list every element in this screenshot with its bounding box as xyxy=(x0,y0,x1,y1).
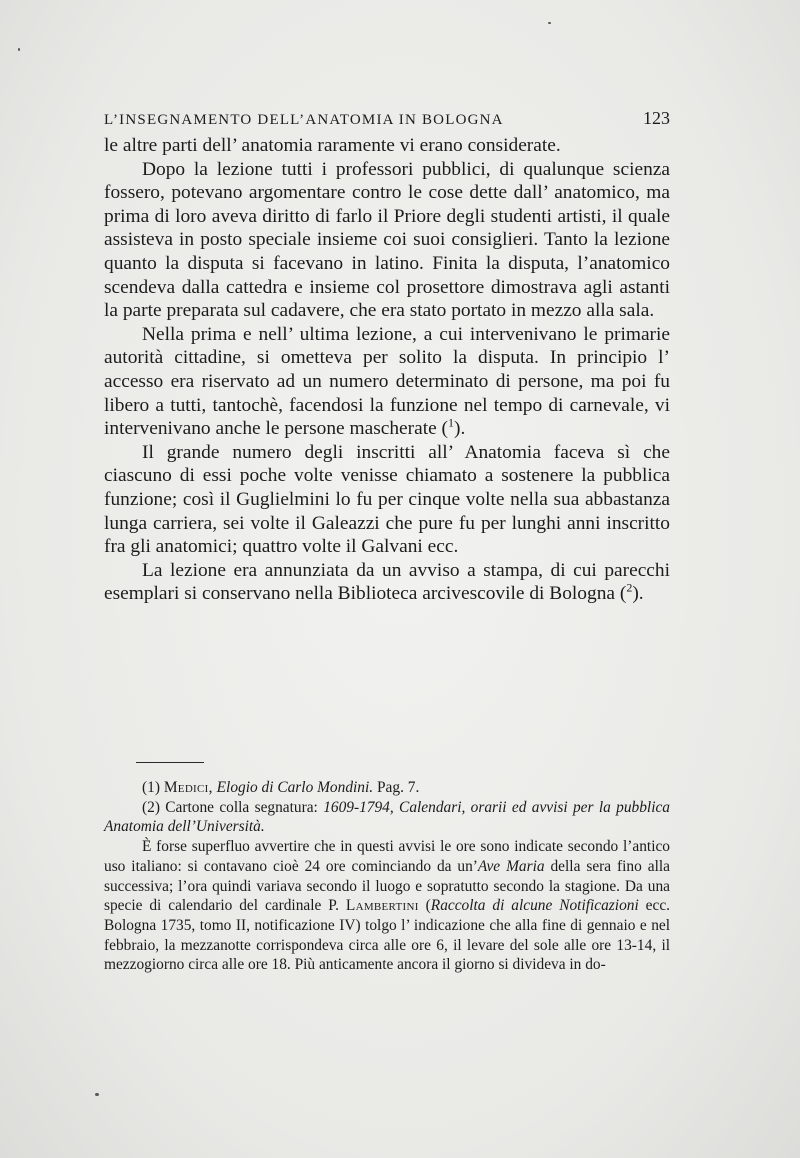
footnote-2-mark: (2) xyxy=(142,798,160,816)
footnote-2-text-c: ecc. Bologna 1735, tomo II, notificazione IV) tolgo l’ indicazione che alla fine di gennaio e nel febbraio, la mezzanotte corrispondeva circa alle ore 6, il levare del sole alle ore 13-14, il mezzogiorno circa alle ore 18. Più anticamente ancora il giorno si divideva in do- xyxy=(104,897,671,974)
footnote-2 xyxy=(104,798,670,837)
footnote-1-page: Pag. 7. xyxy=(376,779,420,796)
paragraph-5 xyxy=(104,559,670,606)
footnotes xyxy=(104,778,670,975)
footnote-ref-1: 1 xyxy=(448,415,455,430)
paragraph-5-end: ). xyxy=(632,583,644,605)
body-text xyxy=(104,134,670,606)
paragraph-3 xyxy=(104,323,670,441)
paragraph-4: Il grande numero degli inscritti all’ Anatomia faceva sì che ciascuno di essi poche volte venisse chiamato a sostenere la pubblica funzione; così il Guglielmini lo fu per cinque volte nella sua abbastanza lunga carriera, sei volte il Galeazzi che pure fu per lunghi anni inscritto fra gli anatomici; quattro volte il Galvani ecc. xyxy=(104,441,670,558)
footnote-2-title: 1609-1794, Calendari, orarii ed avvisi per la pubblica Anatomia dell’Università. xyxy=(104,798,670,836)
paragraph-5-text: La lezione era annunziata da un avviso a stampa, di cui parecchi esemplari si conservano nella Biblioteca arcivescovile di Bologna ( xyxy=(104,559,670,605)
footnote-2-paren: ( xyxy=(425,897,431,915)
footnote-1-title: Elogio di Carlo Mondini. xyxy=(216,779,374,796)
running-head xyxy=(104,108,670,129)
footnote-2-text-b: della sera fino alla successiva; l’ora quindi variava secondo il luogo e sopratutto secondo la stagione. Da una specie di calendario del cardinale P. xyxy=(104,857,670,915)
paragraph-1: le altre parti dell’ anatomia raramente vi erano considerate. xyxy=(104,135,561,156)
footnote-rule xyxy=(136,762,204,763)
paragraph-3-text: Nella prima e nell’ ultima lezione, a cui intervenivano le primarie autorità cittadine, si ometteva per solito la disputa. In principio l’ accesso era riservato ad un numero determinato di persone, ma poi fu libero a tutti, tantochè, facendosi la funzione nel tempo di carnevale, vi intervenivano anche le persone mascherate ( xyxy=(104,323,670,440)
page-number: 123 xyxy=(643,108,670,128)
running-title: L’INSEGNAMENTO DELL’ANATOMIA IN BOLOGNA xyxy=(104,112,504,128)
footnote-2-lambertini: Lambertini xyxy=(345,897,419,915)
footnote-1-author: Medici, xyxy=(163,779,213,796)
paper-speck xyxy=(548,22,551,24)
footnote-2-raccolta: Raccolta di alcune Notificazioni xyxy=(430,897,639,915)
paper-speck xyxy=(18,48,20,51)
footnote-2-continuation xyxy=(104,837,670,975)
paragraph-3-end: ). xyxy=(454,418,466,440)
paper-speck xyxy=(95,1093,99,1096)
footnote-2-ave-maria: Ave Maria xyxy=(477,857,545,875)
footnote-2-text-a: È forse superfluo avvertire che in questi avvisi le ore sono indicate secondo l’antico uso italiano: si contavano cioè 24 ore cominciando da un’ xyxy=(104,838,670,875)
footnote-2-intro: Cartone colla segnatura: xyxy=(165,798,318,816)
paragraph-2: Dopo la lezione tutti i professori pubblici, di qualunque scienza fossero, potevano argomentare contro le cose dette dall’ anatomico, ma prima di loro aveva diritto di farlo il Priore degli studenti artisti, il quale assisteva in posto speciale insieme coi suoi consiglieri. Tanto la lezione quanto la disputa si facevano in latino. Finita la disputa, l’anatomico scendeva dalla cattedra e insieme col prosettore dimostrava agli astanti la parte preparata sul cadavere, che era stato portato in mezzo alla sala. xyxy=(104,158,670,322)
footnote-1 xyxy=(104,778,670,798)
footnote-ref-2: 2 xyxy=(626,580,633,595)
footnote-1-mark: (1) xyxy=(142,779,160,796)
